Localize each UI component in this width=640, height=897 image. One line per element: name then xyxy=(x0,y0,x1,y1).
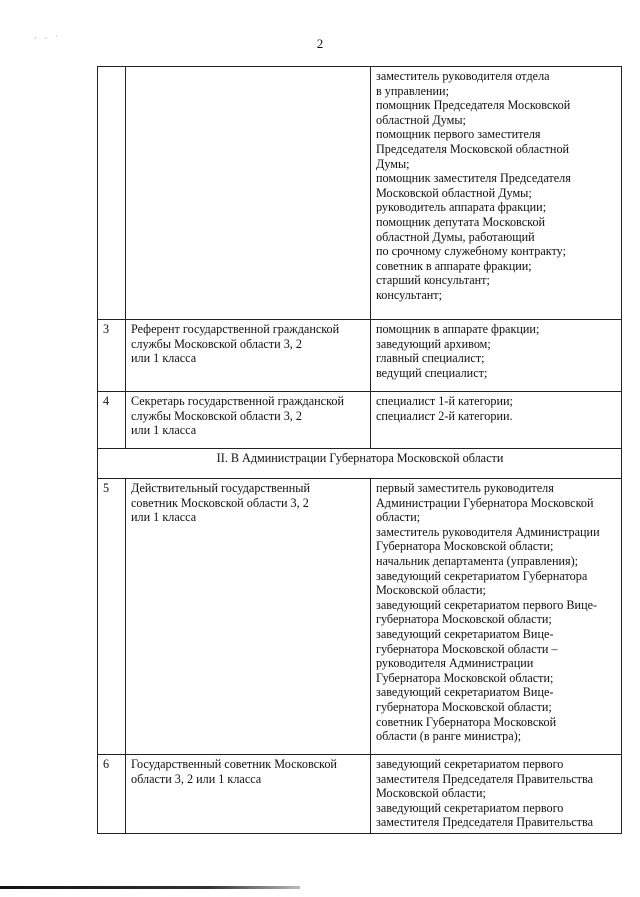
position-line: областной Думы, работающий xyxy=(376,229,535,244)
position-line: руководителя Администрации xyxy=(376,656,534,671)
rank-line: Референт государственной гражданской xyxy=(131,322,340,336)
position-line: Губернатора Московской области; xyxy=(376,670,554,685)
position-line: помощник Председателя Московской xyxy=(376,98,571,113)
section-header-row xyxy=(98,449,622,479)
rank-cell xyxy=(126,392,371,449)
position-line: руководитель аппарата фракции; xyxy=(376,200,547,215)
position-line: заведующий секретариатом первого Вице- xyxy=(376,597,598,612)
position-line: областной Думы; xyxy=(376,112,466,127)
position-line: заместителя Председателя Правительства xyxy=(376,771,593,786)
position-line: советник в аппарате фракции; xyxy=(376,258,532,273)
table-row xyxy=(98,67,622,320)
position-line: помощник в аппарате фракции; xyxy=(376,322,540,336)
position-line: ведущий специалист; xyxy=(376,365,488,380)
position-line: Администрации Губернатора Московской xyxy=(376,495,594,510)
rank-line: или 1 класса xyxy=(131,351,197,366)
scan-edge-line xyxy=(0,886,300,889)
rank-line: службы Московской области 3, 2 xyxy=(131,336,302,351)
positions-cell xyxy=(371,320,622,392)
position-line: заведующий секретариатом Вице- xyxy=(376,685,554,700)
position-line: первый заместитель руководителя xyxy=(376,481,554,495)
position-line: помощник депутата Московской xyxy=(376,214,546,229)
rank-line: Государственный советник Московской xyxy=(131,757,337,771)
row-number xyxy=(98,67,126,320)
rank-line: или 1 класса xyxy=(131,423,197,438)
position-line: области (в ранге министра); xyxy=(376,729,522,744)
position-line: Московской области; xyxy=(376,583,486,598)
positions-cell xyxy=(371,755,622,834)
section-title: II. В Администрации Губернатора Московской области xyxy=(98,449,622,479)
position-line: губернатора Московской области; xyxy=(376,699,552,714)
rank-line: области 3, 2 или 1 класса xyxy=(131,771,262,786)
position-line: губернатора Московской области; xyxy=(376,612,552,627)
table-row xyxy=(98,320,622,392)
position-line: Московской областной Думы; xyxy=(376,185,532,200)
position-line: специалист 2-й категории. xyxy=(376,408,513,423)
row-number: 4 xyxy=(98,392,126,449)
row-number: 5 xyxy=(98,479,126,755)
position-line: по срочному служебному контракту; xyxy=(376,244,566,259)
position-line: помощник заместителя Председателя xyxy=(376,171,571,186)
positions-table xyxy=(97,66,622,834)
table-row xyxy=(98,755,622,834)
rank-line: или 1 класса xyxy=(131,510,197,525)
position-line: заведующий архивом; xyxy=(376,336,491,351)
position-line: заведующий секретариатом Губернатора xyxy=(376,568,588,583)
rank-cell xyxy=(126,320,371,392)
row-number: 3 xyxy=(98,320,126,392)
position-line: Московской области; xyxy=(376,786,486,801)
scan-specks: · · ˙ xyxy=(34,34,61,43)
position-line: консультант; xyxy=(376,287,443,302)
table-row xyxy=(98,392,622,449)
position-line: заместитель руководителя отдела xyxy=(376,69,550,83)
row-number: 6 xyxy=(98,755,126,834)
positions-cell xyxy=(371,67,622,320)
position-line: области; xyxy=(376,510,421,525)
rank-line: Секретарь государственной гражданской xyxy=(131,394,344,408)
position-line: главный специалист; xyxy=(376,351,485,366)
rank-line: службы Московской области 3, 2 xyxy=(131,408,302,423)
position-line: помощник первого заместителя xyxy=(376,127,541,142)
position-line: Председателя Московской областной xyxy=(376,141,570,156)
position-line: заведующий секретариатом Вице- xyxy=(376,626,554,641)
position-line: советник Губернатора Московской xyxy=(376,714,557,729)
position-line: начальник департамента (управления); xyxy=(376,553,579,568)
rank-cell xyxy=(126,755,371,834)
rank-cell xyxy=(126,67,371,320)
position-line: Губернатора Московской области; xyxy=(376,539,554,554)
rank-cell xyxy=(126,479,371,755)
position-line: заведующий секретариатом первого xyxy=(376,757,564,771)
page-number: 2 xyxy=(316,36,324,51)
table-row xyxy=(98,479,622,755)
positions-cell xyxy=(371,479,622,755)
position-line: старший консультант; xyxy=(376,273,490,288)
position-line: в управлении; xyxy=(376,83,449,98)
position-line: специалист 1-й категории; xyxy=(376,394,513,408)
positions-cell xyxy=(371,392,622,449)
position-line: губернатора Московской области – xyxy=(376,641,558,656)
rank-line: советник Московской области 3, 2 xyxy=(131,495,309,510)
position-line: заведующий секретариатом первого xyxy=(376,800,564,815)
position-line: заместителя Председателя Правительства xyxy=(376,815,593,830)
position-line: Думы; xyxy=(376,156,410,171)
rank-line: Действительный государственный xyxy=(131,481,311,495)
position-line: заместитель руководителя Администрации xyxy=(376,524,600,539)
